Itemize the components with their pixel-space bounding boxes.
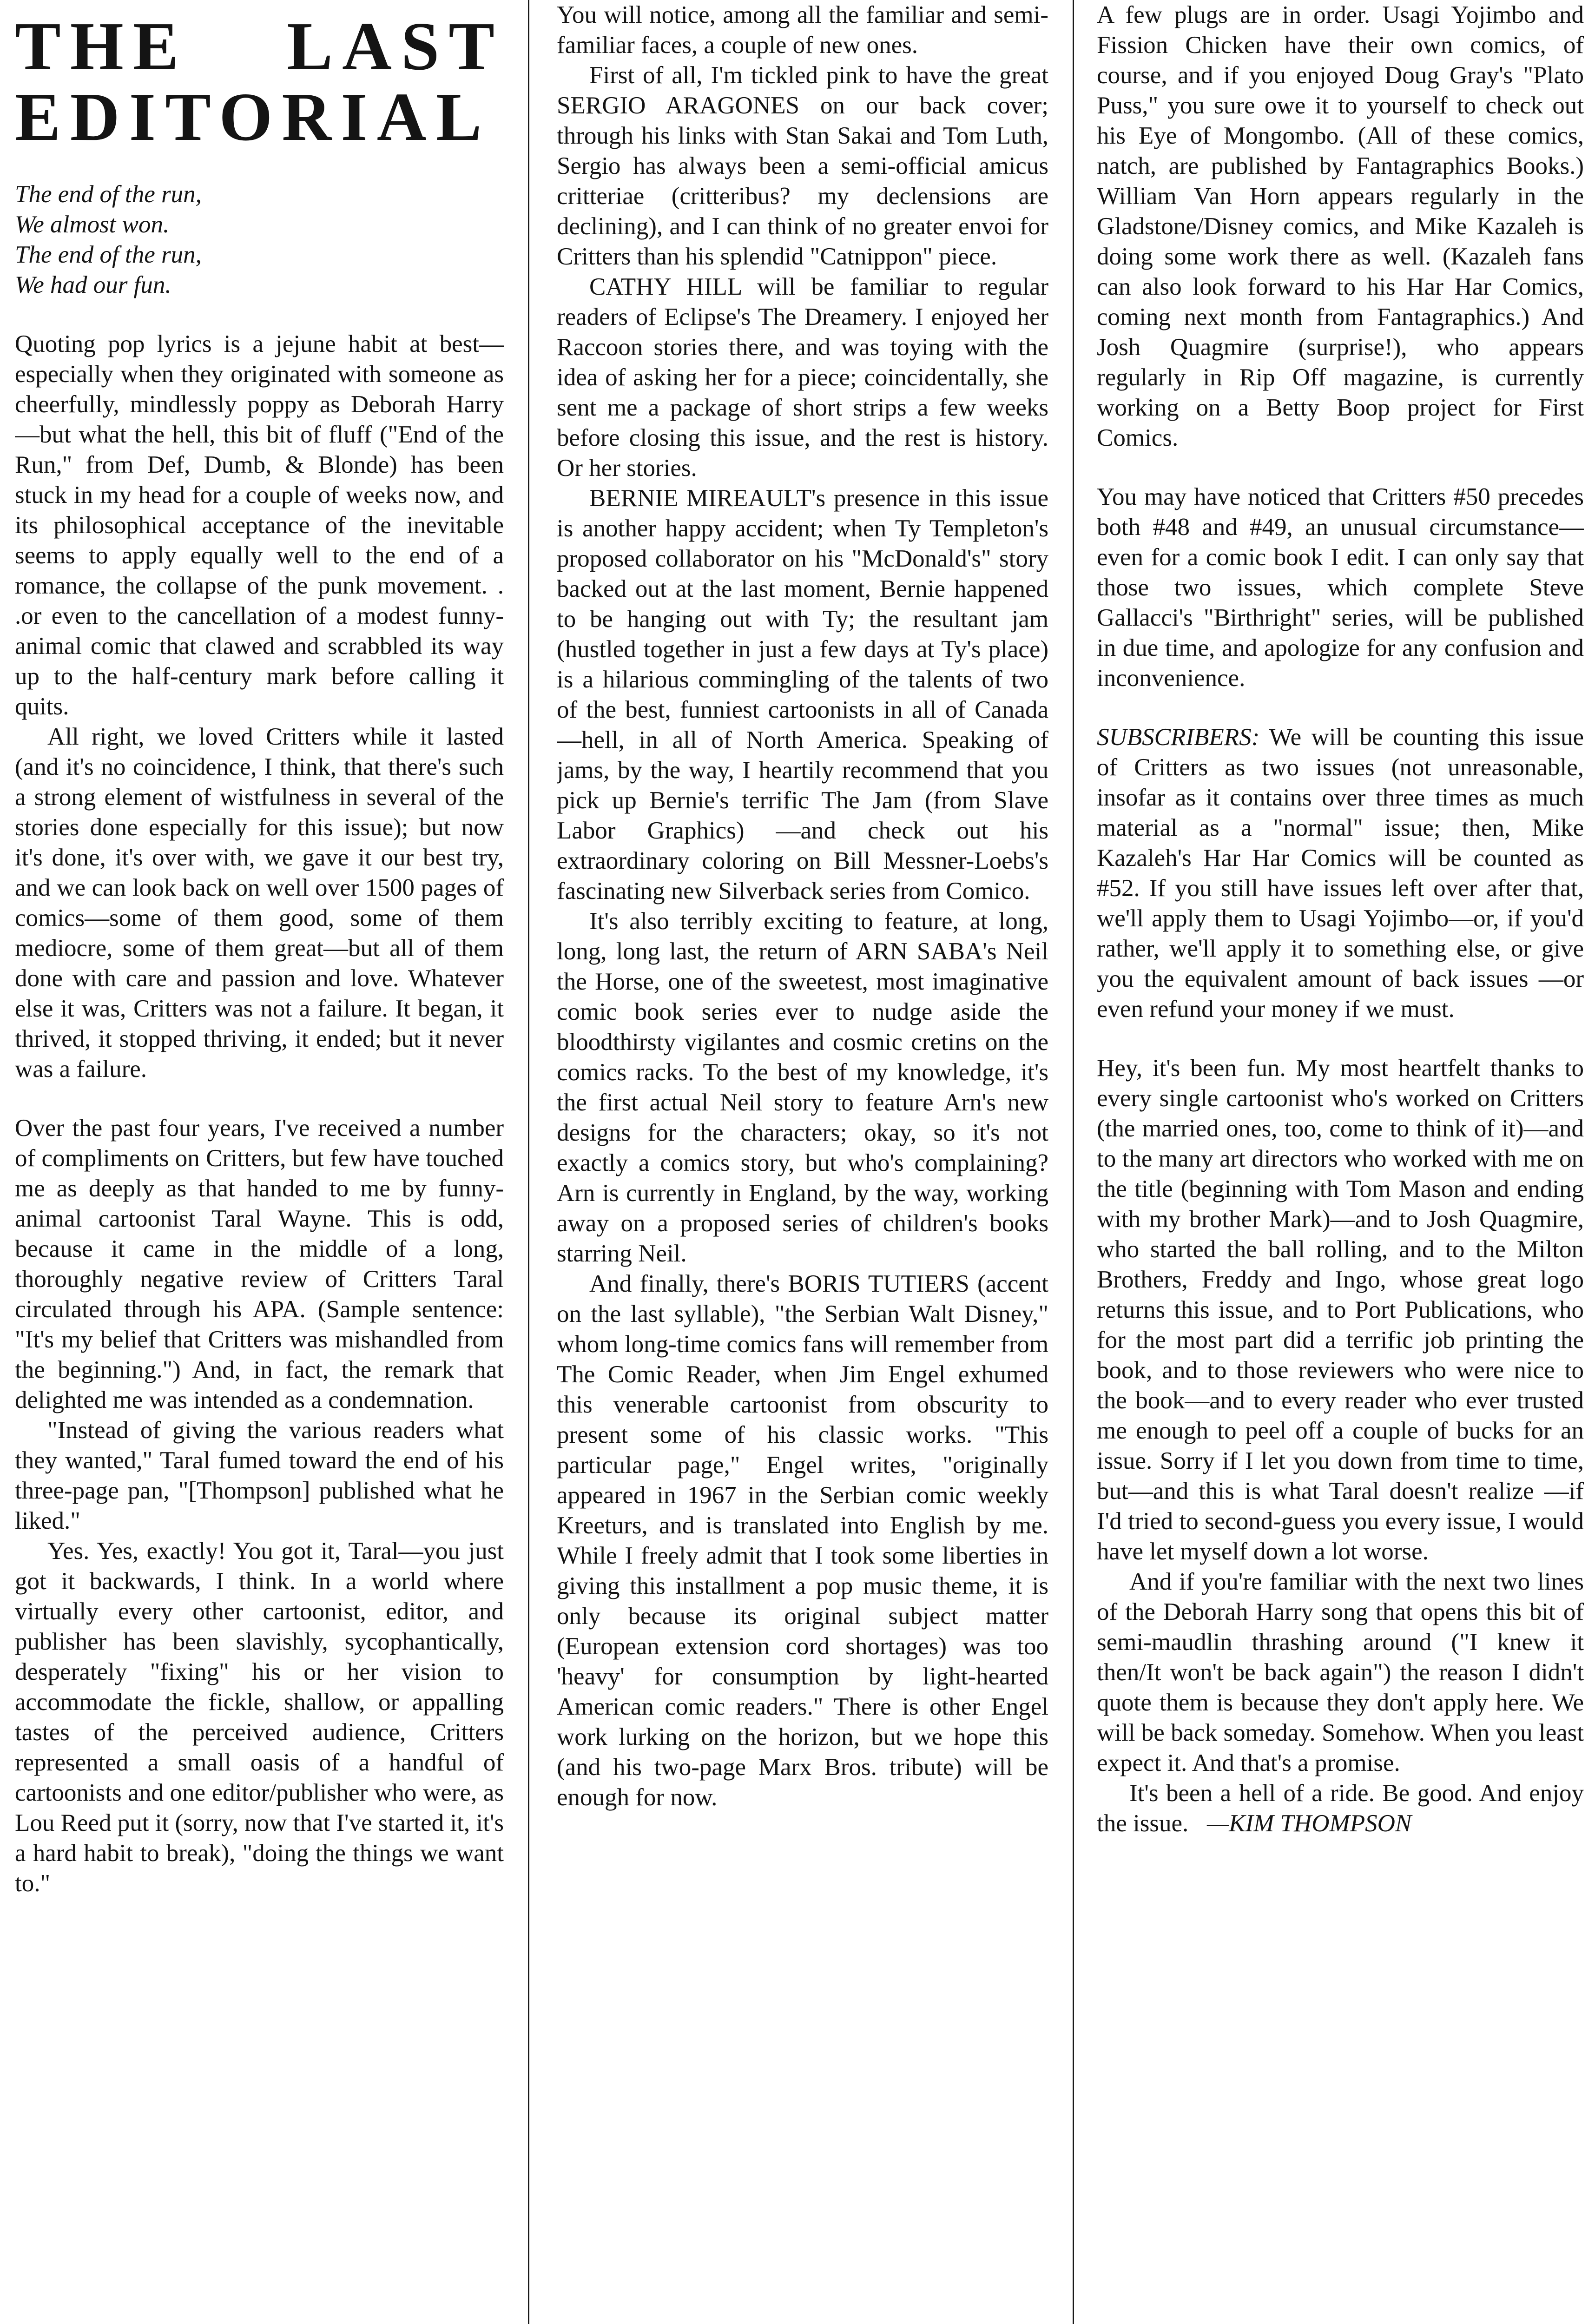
verse-line: We had our fun. xyxy=(15,271,171,298)
paragraph: You may have noticed that Critters #50 precedes both #48 and #49, an unusual circumstance—even for a comic book I edit. I can only say that those two issues, which complete Steve Gallacci's "Birthright" series, will be published in due time, and apologize for any confusion and inconvenience. xyxy=(1097,483,1584,692)
signature: —KIM THOMPSON xyxy=(1207,1810,1412,1837)
lyric-verse xyxy=(15,179,504,300)
verse-line: The end of the run, xyxy=(15,241,202,268)
paragraph: CATHY HILL will be familiar to regular readers of Eclipse's The Dreamery. I enjoyed her Raccoon stories there, and was toying with the idea of asking her for a piece; coincidentally, she sent me a package of short strips a few weeks before closing this issue, and the rest is history. Or her stories. xyxy=(557,273,1048,482)
paragraph: A few plugs are in order. Usagi Yojimbo and Fission Chicken have their own comics, of course, and if you enjoyed Doug Gray's "Plato Puss," you sure owe it to yourself to check out his Eye of Mongombo. (All of these comics, natch, are published by Fantagraphics Books.) William Van Horn appears regularly in the Gladstone/Disney comics, and Mike Kazaleh is doing some work there as well. (Kazaleh fans can also look forward to his Har Har Comics, coming next month from Fantagraphics.) And Josh Quagmire (surprise!), who appears regularly in Rip Off magazine, is currently working on a Betty Boop project for First Comics. xyxy=(1097,1,1584,451)
closing-text: It's been a hell of a ride. Be good. And enjoy the issue. xyxy=(1097,1780,1584,1837)
subscribers-paragraph xyxy=(1097,722,1584,1024)
column-2 xyxy=(557,0,1048,1813)
verse-line: The end of the run, xyxy=(15,181,202,208)
paragraph: First of all, I'm tickled pink to have the great SERGIO ARAGONES on our back cover; through his links with Stan Sakai and Tom Luth, Sergio has always been a semi-official amicus critteriae (critteribus? my declensions are declining), and I can think of no greater envoi for Critters than his splendid "Catnippon" piece. xyxy=(557,62,1048,270)
paragraph: It's also terribly exciting to feature, at long, long, long last, the return of ARN SABA's Neil the Horse, one of the sweetest, most imaginative comic book series ever to nudge aside the bloodthirsty vigilantes and cosmic cretins on the comics racks. To the best of my knowledge, it's the first actual Neil story to feature Arn's new designs for the characters; okay, so it's not exactly a comics story, but who's complaining? Arn is currently in England, by the way, working away on a proposed series of children's books starring Neil. xyxy=(557,908,1048,1267)
paragraph: You will notice, among all the familiar and semi-familiar faces, a couple of new ones. xyxy=(557,1,1048,59)
title-word-the: THE xyxy=(15,8,188,85)
page-title xyxy=(15,8,504,155)
column-1 xyxy=(15,0,504,1899)
paragraph: BERNIE MIREAULT's presence in this issue is another happy accident; when Ty Templeton's proposed collaborator on his "McDonald's" story backed out at the last moment, Bernie happened to be hanging out with Ty; the resultant jam (hustled together in just a few days at Ty's place) is a hilarious commingling of the talents of two of the best, funniest cartoonists in all of Canada—hell, in all of North America. Speaking of jams, by the way, I heartily recommend that you pick up Bernie's terrific The Jam (from Slave Labor Graphics) —and check out his extraordinary coloring on Bill Messner-Loebs's fascinating new Silverback series from Comico. xyxy=(557,485,1048,905)
title-word-last: LAST xyxy=(287,8,504,85)
column-divider xyxy=(528,0,529,2324)
closing-paragraph xyxy=(1097,1778,1584,1839)
title-word-editorial: EDITORIAL xyxy=(15,79,491,155)
paragraph: Yes. Yes, exactly! You got it, Taral—you just got it backwards, I think. In a world where virtually every other cartoonist, editor, and publisher has been slavishly, sycophantically, desperately "fixing" his or her vision to accommodate the fickle, shallow, or appalling tastes of the perceived audience, Critters represented a small oasis of a handful of cartoonists and one editor/publisher who were, as Lou Reed put it (sorry, now that I've started it, it's a hard habit to break), "doing the things we want to." xyxy=(15,1538,504,1897)
subscribers-lead: SUBSCRIBERS: xyxy=(1097,724,1260,751)
paragraph: Over the past four years, I've received a number of compliments on Critters, but few have touched me as deeply as that handed to me by funny-animal cartoonist Taral Wayne. This is odd, because it came in the middle of a long, thoroughly negative review of Critters Taral circulated through his APA. (Sample sentence: "It's my belief that Critters was mishandled from the beginning.") And, in fact, the remark that delighted me was intended as a condemnation. xyxy=(15,1115,504,1413)
paragraph: Quoting pop lyrics is a jejune habit at best—especially when they originated with someone as cheerfully, mindlessly poppy as Deborah Harry—but what the hell, this bit of fluff ("End of the Run," from Def, Dumb, & Blonde) has been stuck in my head for a couple of weeks now, and its philosophical acceptance of the inevitable seems to apply equally well to the end of a romance, the collapse of the punk movement. . .or even to the cancellation of a modest funny-animal comic that clawed and scrabbled its way up to the half-century mark before calling it quits. xyxy=(15,330,504,720)
paragraph: Hey, it's been fun. My most heartfelt thanks to every single cartoonist who's worked on Critters (the married ones, too, come to think of it)—and to the many art directors who worked with me on the title (beginning with Tom Mason and ending with my brother Mark)—and to Josh Quagmire, who started the ball rolling, and to the Milton Brothers, Freddy and Ingo, whose great logo returns this issue, and to Port Publications, who for the most part did a terrific job printing the book, and to those reviewers who were nice to the book—and to every reader who ever trusted me enough to peel off a couple of bucks for an issue. Sorry if I let you down from time to time, but—and this is what Taral doesn't realize —if I'd tried to second-guess you every issue, I would have let myself down a lot worse. xyxy=(1097,1055,1584,1565)
column-3 xyxy=(1097,0,1584,1839)
column-divider xyxy=(1073,0,1074,2324)
paragraph: "Instead of giving the various readers what they wanted," Taral fumed toward the end of his three-page pan, "[Thompson] published what he liked." xyxy=(15,1417,504,1534)
paragraph: And finally, there's BORIS TUTIERS (accent on the last syllable), "the Serbian Walt Disney," whom long-time comics fans will remember from The Comic Reader, when Jim Engel exhumed this venerable cartoonist from obscurity to present some of his classic works. "This particular page," Engel writes, "originally appeared in 1967 in the Serbian comic weekly Kreeturs, and is translated into English by me. While I freely admit that I took some liberties in giving this installment a pop music theme, it is only because its original subject matter (European extension cord shortages) was too 'heavy' for consumption by light-hearted American comic readers." There is other Engel work lurking on the horizon, but we hope this (and his two-page Marx Bros. tribute) will be enough for now. xyxy=(557,1270,1048,1811)
subscribers-text: We will be counting this issue of Critters as two issues (not unreasonable, insofar as it contains over three times as much material as a "normal" issue; then, Mike Kazaleh's Har Har Comics will be counted as #52. If you still have issues left over after that, we'll apply them to Usagi Yojimbo—or, if you'd rather, we'll apply it to something else, or give you the equivalent amount of back issues —or even refund your money if we must. xyxy=(1097,724,1584,1023)
paragraph: And if you're familiar with the next two lines of the Deborah Harry song that opens this bit of semi-maudlin thrashing around ("I knew it then/It won't be back again") the reason I didn't quote them is because they don't apply here. We will be back someday. Somehow. When you least expect it. And that's a promise. xyxy=(1097,1568,1584,1776)
verse-line: We almost won. xyxy=(15,211,170,238)
paragraph: All right, we loved Critters while it lasted (and it's no coincidence, I think, that there's such a strong element of wistfulness in several of the stories done especially for this issue); but now it's done, it's over with, we gave it our best try, and we can look back on well over 1500 pages of comics—some of them good, some of them mediocre, some of them great—but all of them done with care and passion and love. Whatever else it was, Critters was not a failure. It began, it thrived, it stopped thriving, it ended; but it never was a failure. xyxy=(15,723,504,1083)
